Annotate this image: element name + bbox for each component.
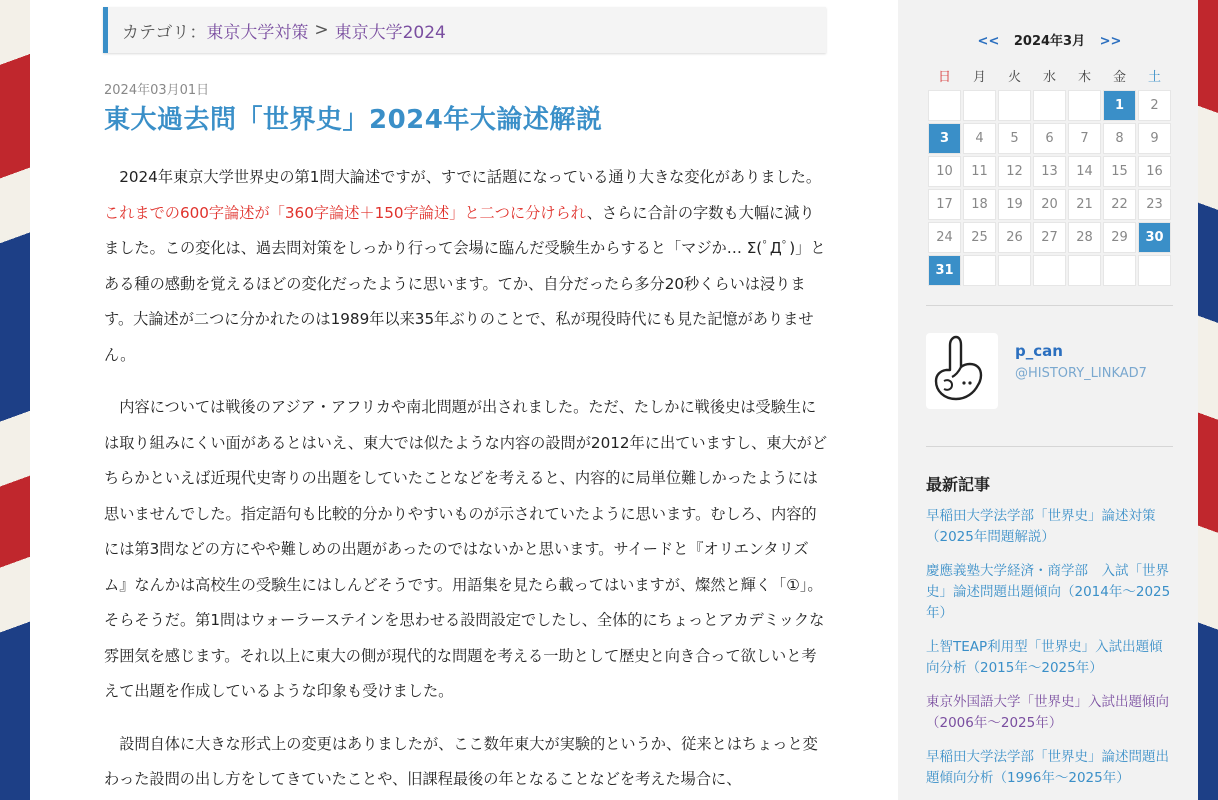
article-paragraph-3: 設問自体に大きな形式上の変更はありましたが、ここ数年東大が実験的というか、従来とはちょっと変わった設問の出し方をしてきていたことや、旧課程最後の年となることなどを考えた場合に、 (104, 734, 818, 788)
recent-post-link[interactable]: 早稲田大学法学部「世界史」論述問題出題傾向分析（1996年〜2025年） (926, 749, 1169, 786)
calendar-body (928, 90, 1171, 286)
calendar-week-row (928, 90, 1171, 121)
calendar-day-link[interactable]: 30 (1138, 222, 1171, 253)
recent-post-link[interactable]: 慶應義塾大学経済・商学部 入試「世界史」論述問題出題傾向（2014年〜2025年） (926, 563, 1171, 621)
background-flag-left (0, 0, 30, 800)
calendar-week-row (928, 255, 1171, 286)
calendar-weekday: 木 (1077, 69, 1091, 85)
calendar-day: 16 (1138, 156, 1171, 187)
calendar-week-row (928, 156, 1171, 187)
category-link-parent[interactable]: 東京大学対策 (206, 22, 309, 43)
calendar-empty-cell (928, 90, 961, 121)
calendar-empty-cell (1068, 255, 1101, 286)
calendar-weekday: 水 (1042, 69, 1056, 85)
calendar-day: 23 (1138, 189, 1171, 220)
main-content (30, 0, 898, 800)
recent-posts-list (926, 506, 1173, 800)
calendar-weekday: 日 (937, 69, 951, 85)
calendar-day: 7 (1068, 123, 1101, 154)
calendar-day: 6 (1033, 123, 1066, 154)
recent-post-item (926, 692, 1173, 734)
calendar-day: 14 (1068, 156, 1101, 187)
sidebar-divider (926, 305, 1173, 306)
article-body (104, 160, 828, 800)
calendar-day-link[interactable]: 1 (1103, 90, 1136, 121)
calendar-day: 26 (998, 222, 1031, 253)
article-paragraph-2: 内容については戦後のアジア・アフリカや南北問題が出されました。ただ、たしかに戦後史は受験生には取り組みにくい面があるとはいえ、東大では似たような内容の設問が2012年に出ていますし、東大がどちらかといえば近現代史寄りの出題をしていたことなどを考えると、内容的に局単位難しかったようには思いませんでした。指定語句も比較的分かりやすいものが示されていたように思います。むしろ、内容的には第3問などの方にやや難しめの出題があったのではないかと思います。サイードと『オリエンタリズム』なんかは高校生の受験生にはしんどそうです。用語集を見たら載ってはいますが、燦然と輝く「①」。そらそうだ。第1問はウォーラーステインを思わせる設問設定でしたし、全体的にちょっとアカデミックな雰囲気を感じます。それ以上に東大の側が現代的な問題を考える一助として歴史と向き合って欲しいと考えて出題を作成しているような印象も受けました。 (104, 398, 828, 700)
calendar-day: 9 (1138, 123, 1171, 154)
calendar-weekday: 金 (1112, 69, 1126, 85)
calendar-empty-cell (963, 90, 996, 121)
profile-name[interactable]: p_can (1015, 342, 1063, 360)
calendar-day: 29 (1103, 222, 1136, 253)
article-paragraph-1 (104, 160, 828, 373)
recent-post-link[interactable]: 東京外国語大学「世界史」入試出題傾向（2006年〜2025年） (926, 694, 1169, 731)
calendar-day: 12 (998, 156, 1031, 187)
calendar-table (926, 60, 1173, 288)
calendar-day: 15 (1103, 156, 1136, 187)
calendar-day: 25 (963, 222, 996, 253)
highlight-text: これまでの600字論述が「360字論述＋150字論述」と二つに分けられ (104, 203, 587, 222)
calendar-week-row (928, 123, 1171, 154)
calendar-day: 22 (1103, 189, 1136, 220)
calendar-day: 13 (1033, 156, 1066, 187)
calendar-week-row (928, 222, 1171, 253)
calendar-day: 27 (1033, 222, 1066, 253)
calendar-month-title: 2024年3月 (1013, 34, 1086, 49)
calendar-day: 17 (928, 189, 961, 220)
recent-post-link[interactable]: 上智TEAP利用型「世界史」入試出題傾向分析（2015年〜2025年） (926, 639, 1163, 676)
calendar-header (926, 30, 1173, 49)
recent-post-item (926, 637, 1173, 679)
breadcrumb-separator: > (314, 20, 329, 40)
calendar-weekday: 土 (1147, 69, 1161, 85)
paragraph-text: 2024年東京大学世界史の第1問大論述ですが、すでに話題になっている通り大きな変化がありました。 (119, 168, 822, 186)
sidebar-divider (926, 446, 1173, 447)
post-title[interactable]: 東大過去問「世界史」2024年大論述解説 (104, 105, 603, 135)
category-link-child[interactable]: 東京大学2024 (334, 22, 446, 43)
calendar-day-link[interactable]: 31 (928, 255, 961, 286)
calendar-weekday: 火 (1007, 69, 1021, 85)
recent-post-link[interactable]: 早稲田大学法学部「世界史」論述対策（2025年問題解説） (926, 508, 1156, 545)
calendar-day: 4 (963, 123, 996, 154)
calendar-day: 8 (1103, 123, 1136, 154)
calendar-empty-cell (963, 255, 996, 286)
calendar-weekday-row (928, 62, 1171, 88)
avatar[interactable] (926, 333, 998, 409)
calendar-day: 2 (1138, 90, 1171, 121)
calendar-day: 19 (998, 189, 1031, 220)
calendar-day-link[interactable]: 3 (928, 123, 961, 154)
calendar-day: 28 (1068, 222, 1101, 253)
calendar-empty-cell (998, 90, 1031, 121)
category-breadcrumb (103, 7, 826, 53)
recent-post-item (926, 561, 1173, 624)
calendar-next-link[interactable]: >> (1099, 34, 1122, 49)
calendar-empty-cell (1033, 90, 1066, 121)
recent-post-item (926, 747, 1173, 789)
calendar-day: 21 (1068, 189, 1101, 220)
recent-posts-heading: 最新記事 (926, 475, 991, 494)
category-label: カテゴリ： (122, 22, 207, 43)
sidebar (898, 0, 1198, 800)
calendar-empty-cell (1068, 90, 1101, 121)
calendar-empty-cell (1103, 255, 1136, 286)
calendar-empty-cell (998, 255, 1031, 286)
calendar-day: 24 (928, 222, 961, 253)
background-flag-right (1198, 0, 1218, 800)
calendar-empty-cell (1033, 255, 1066, 286)
calendar-day: 18 (963, 189, 996, 220)
calendar-prev-link[interactable]: << (977, 34, 1000, 49)
calendar-week-row (928, 189, 1171, 220)
post-date: 2024年03月01日 (104, 83, 210, 98)
calendar-day: 11 (963, 156, 996, 187)
calendar-day: 5 (998, 123, 1031, 154)
calendar-empty-cell (1138, 255, 1171, 286)
recent-post-item (926, 506, 1173, 548)
avatar-hand-icon (926, 333, 998, 409)
calendar-weekday: 月 (972, 69, 986, 85)
profile-handle[interactable]: @HISTORY_LINKAD7 (1015, 366, 1147, 381)
calendar-day: 10 (928, 156, 961, 187)
calendar-day: 20 (1033, 189, 1066, 220)
paragraph-text: 、さらに合計の字数も大幅に減りました。この変化は、過去問対策をしっかり行って会場に臨んだ受験生からすると「マジか… Σ(ﾟДﾟ)」とある種の感動を覚えるほどの変化だったように思います。てか、自分だったら多分20秒くらいは浸ります。大論述が二つに分かれたのは1989年以来35年ぶりのことで、私が現役時代にも見た記憶がありません。 (104, 203, 826, 364)
